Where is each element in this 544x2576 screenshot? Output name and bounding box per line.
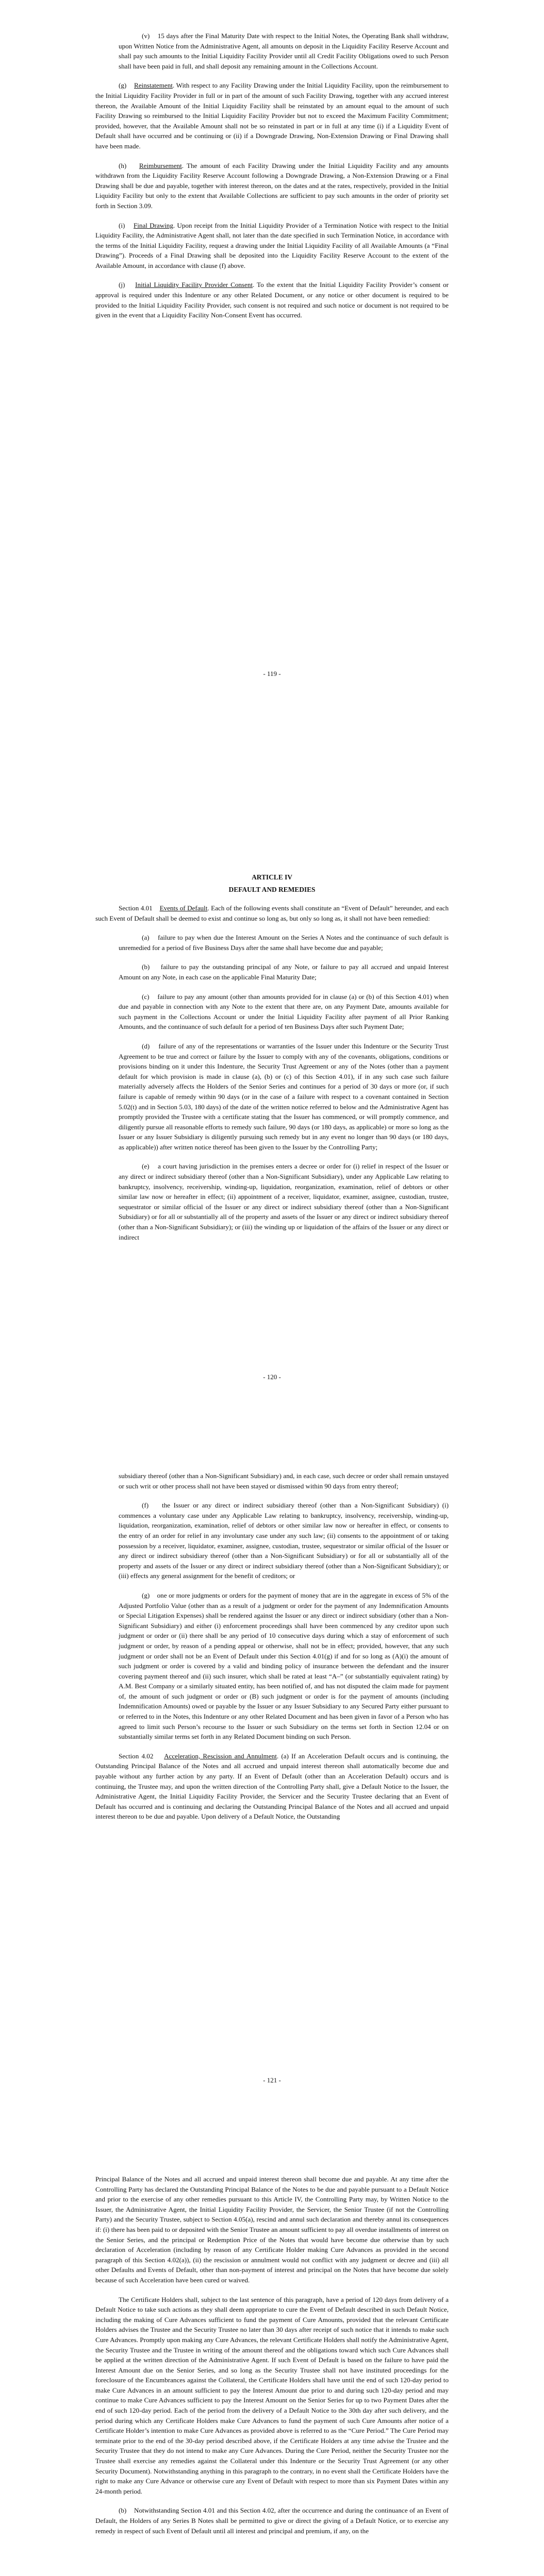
section-4-01-label: Section 4.01 (119, 904, 153, 912)
page-120-content (95, 873, 449, 1251)
page-122-content (95, 2174, 449, 2545)
clause-h-title: Reimbursement (139, 161, 182, 170)
section-4-02: Section 4.02 Acceleration, Rescission and Annulment. (a) If an Acceleration Default occurs and is continuing, the Outstanding Principal Balance of the Notes and all accrued and unpaid interest thereon shall automatically become due and payable without any further action by any party. If an Event of Default (other than an Acceleration Default) occurs and is continuing, the Trustee may, and upon the written direction of the Controlling Party shall, give a Default Notice to the Issuer, the Administrative Agent, the Initial Liquidity Facility Provider, the Servicer and the Security Trustee declaring that an Event of Default has occurred and is continuing and declaring the Outstanding Principal Balance of the Notes and all accrued and unpaid interest thereon to be due and payable. Upon delivery of a Default Notice, the Outstanding (95, 1752, 449, 1821)
clause-d-label: (d) (142, 1042, 150, 1050)
page-number: - 119 - (263, 670, 281, 677)
clause-b-label: (b) (119, 2506, 127, 2515)
clause-a (119, 933, 449, 953)
section-4-02-continuation: Principal Balance of the Notes and all accrued and unpaid interest thereon shall become due and payable. At any time after the Controlling Party has declared the Outstanding Principal Balance of the Notes to be due and payable pursuant to a Default Notice and prior to the exercise of any other remedies pursuant to this Article IV, the Controlling Party may, by Written Notice to the Issuer, the Administrative Agent, the Initial Liquidity Facility Provider, the Servicer, the Senior Trustee (if not the Controlling Party) and the Security Trustee, subject to Section 4.05(a), rescind and annul such declaration and thereby annul its consequences if: (i) there has been paid to or deposited with the Senior Trustee an amount sufficient to pay all overdue installments of interest on the Senior Series, and the principal or Redemption Price of the Notes that would have become due otherwise than by such declaration of Acceleration (including by reason of any Certificate Holder making Cure Advances as provided in the second paragraph of this Section 4.02(a)), (ii) the rescission or annulment would not conflict with any judgment or decree and (iii) all other Defaults and Events of Default, other than non-payment of interest and principal on the Notes that have become due solely because of such Acceleration have been cured or waived. (95, 2175, 449, 2284)
page-122 (0, 2110, 544, 2576)
page-119-content (95, 31, 449, 330)
page-number: - 120 - (263, 1373, 281, 1381)
clause-i-label: (i) (119, 221, 125, 229)
clause-g-reinstatement: (g) Reinstatement. With respect to any Facility Drawing under the Initial Liquidity Facility, upon the reimbursement to the Initial Liquidity Facility Provider in full or in part of the amount of such Facility Drawing, together with any accrued interest thereon, the Available Amount of the Initial Liquidity Facility shall be reinstated by an amount equal to the amount of such Facility Drawing so reimbursed to the Initial Liquidity Facility Provider but not to exceed the Maximum Facility Commitment; provided, however, that the Available Amount shall not be so reinstated in part or in full at any time (i) if a Liquidity Event of Default shall have occurred and be continuing or (ii) if a Downgrade Drawing, Non-Extension Drawing or Final Drawing shall have been made. (95, 81, 449, 150)
clause-f-text: the Issuer or any direct or indirect subsidiary thereof (other than a Non-Significant Subsidiary) (i) commences a voluntary case under any Applicable Law relating to bankruptcy, insolvency, receivership, winding-up, liquidation, reorganization, examination, relief of debtors or other similar law now or hereafter in effect, or consents to the entry of an order for relief in any involuntary case under any such law; (ii) consents to the appointment of or taking possession by a receiver, liquidator, examiner, assignee, custodian, trustee, sequestrator or similar official of the Issuer or any direct or indirect subsidiary thereof (other than a Non-Significant Subsidiary) or for all or substantially all of the property and assets of the Issuer or any direct or indirect subsidiary thereof (other than a Non-Significant Subsidiary); or (iii) effects any general assignment for the benefit of creditors; or (119, 1501, 449, 1580)
clause-e-continuation: subsidiary thereof (other than a Non-Significant Subsidiary) and, in each case, such decree or order shall remain unstayed or such writ or other process shall not have been stayed or dismissed within 90 days from entry thereof; (119, 1472, 449, 1490)
section-4-01-title: Events of Default (159, 904, 208, 912)
clause-i-text: Upon receipt from the Initial Liquidity Provider of a Termination Notice with respect to the Initial Liquidity Facility, the Administrative Agent shall, not later than the date specified in such Termination Notice, in accordance with the terms of the Initial Liquidity Facility, request a drawing under the Initial Liquidity Facility of all Available Amounts (a “Final Drawing”). Proceeds of a Final Drawing shall be deposited into the Liquidity Facility Reserve Account to the extent of the Available Amount, in accordance with clause (f) above. (95, 221, 449, 269)
clause-b-series-b (95, 2505, 449, 2536)
clause-g-label: (g) (142, 1591, 150, 1599)
clause-a-label: (a) (142, 934, 150, 942)
clause-v-label: (v) (142, 32, 150, 40)
page-119 (0, 0, 544, 703)
section-4-02-title: Acceleration, Rescission and Annulment (164, 1752, 277, 1760)
page-120 (0, 703, 544, 1406)
article-title: DEFAULT AND REMEDIES (228, 886, 316, 893)
clause-h-text: The amount of each Facility Drawing under the Initial Liquidity Facility and any amounts withdrawn from the Liquidity Facility Reserve Account following a Downgrade Drawing, a Non-Extension Drawing or a Final Drawing shall be due and payable, together with interest thereon, on the dates and at the rates, respectively, provided in the Initial Liquidity Facility but only to the extent that Available Collections are sufficient to pay such amounts in the order of priority set forth in Section 3.09. (95, 161, 449, 210)
clause-j-label: (j) (119, 281, 125, 289)
clause-g-text: With respect to any Facility Drawing under the Initial Liquidity Facility, upon the reimbursement to the Initial Liquidity Facility Provider in full or in part of the amount of such Facility Drawing, together with any accrued interest thereon, the Available Amount of the Initial Liquidity Facility shall be reinstated by an amount equal to the amount of such Facility Drawing so reimbursed to the Initial Liquidity Facility Provider but not to exceed the Maximum Facility Commitment; provided, however, that the Available Amount shall not be so reinstated in part or in full at any time (i) if a Liquidity Event of Default shall have occurred and be continuing or (ii) if a Downgrade Drawing, Non-Extension Drawing or Final Drawing shall have been made. (95, 81, 449, 150)
clause-b-label: (b) (142, 963, 150, 971)
clause-d-text: failure of any of the representations or warranties of the Issuer under this Indenture or the Security Trust Agreement to be true and correct or failure by the Issuer to comply with any of the covenants, obligations, conditions or provisions binding on it under this Indenture, the Security Trust Agreement or any of the Notes (other than a payment default for which provision is made in clause (a), (b) or (c) of this Section 4.01), if in any such case such failure materially adversely affects the Holders of the Senior Series and continues for a period of 30 days or more (or, if such failure is capable of remedy within 90 days (or in the case of a failure with respect to a covenant contained in Section 5.02(t) and in Section 5.03, 180 days) of the date of the written notice referred to below and the Administrative Agent has promptly provided the Trustee with a certificate stating that the Issuer has commenced, or will promptly commence, and diligently pursue all reasonable efforts to remedy such failure, 90 days (or 180 days, as applicable) or more so long as the Issuer or any Issuer Subsidiary is diligently pursuing such remedy but in any event no longer than 90 days (or 180 days, as applicable)) after written notice thereof has been given to the Issuer by the Controlling Party; (119, 1042, 449, 1151)
clause-a-text: failure to pay when due the Interest Amount on the Series A Notes and the continuance of such default is unremedied for a period of five Business Days after the same shall have become due and payable; (119, 934, 449, 952)
clause-f (119, 1500, 449, 1581)
clause-g-text: one or more judgments or orders for the payment of money that are in the aggregate in excess of 5% of the Adjusted Portfolio Value (other than as a result of a judgment or order for the payment of any Indemnification Amounts or Special Litigation Expenses) shall be rendered against the Issuer or any direct or indirect subsidiary (other than a Non-Significant Subsidiary) and either (i) enforcement proceedings shall have been commenced by any creditor upon such judgment or order or (ii) there shall be any period of 10 consecutive days during which a stay of enforcement of such judgment or order, by reason of a pending appeal or otherwise, shall not be in effect; provided, however, that any such judgment or order shall not be an Event of Default under this Section 4.01(g) if and for so long as (A)(i) the amount of such judgment or order is covered by a valid and binding policy of insurance between the defendant and the insurer covering payment thereof and (ii) such insurer, which shall be rated at least “A–” (or substantially equivalent rating) by A.M. Best Company or a similarly situated entity, has been notified of, and has not disputed the claim made for payment of, the amount of such judgment or order or (B) such judgment or order is for the payment of amounts (including Indemnification Amounts) owed or payable by the Issuer or any Issuer Subsidiary to any Secured Party either pursuant to or referred to in the Notes, this Indenture or any other Related Document and has been given in favor of a Person who has agreed to limit such Person’s recourse to the Issuer or such Subsidiary on the terms set forth in Section 12.04 or on substantially similar terms set forth in any Related Document binding on such Person. (119, 1591, 449, 1741)
clause-d (119, 1041, 449, 1153)
clause-j-title: Initial Liquidity Facility Provider Consent (135, 281, 253, 289)
clause-i-final-drawing: (i) Final Drawing. Upon receipt from the Initial Liquidity Provider of a Termination Notice with respect to the Initial Liquidity Facility, the Administrative Agent shall, not later than the date specified in such Termination Notice, in accordance with the terms of the Initial Liquidity Facility, request a drawing under the Initial Liquidity Facility of all Available Amounts (a “Final Drawing”). Proceeds of a Final Drawing shall be deposited into the Liquidity Facility Reserve Account to the extent of the Available Amount, in accordance with clause (f) above. (95, 221, 449, 269)
clause-e (119, 1161, 449, 1242)
article-heading: ARTICLE IV (252, 873, 292, 881)
page-121 (0, 1406, 544, 2110)
section-4-01-intro: Section 4.01 Events of Default. Each of the following events shall constitute an “Event of Default” hereunder, and each such Event of Default shall be deemed to exist and continue so long as, but only so long as, it shall not have been remedied: (95, 904, 449, 922)
clause-j-text: To the extent that the Initial Liquidity Facility Provider’s consent or approval is required under this Indenture or any other Related Document, or any notice or other document is required to be provided to the Initial Liquidity Facility Provider, such consent is not required and such notice or document is not required to be given in the event that a Liquidity Facility Non-Consent Event has occurred. (95, 281, 449, 319)
section-4-02-text: (a) If an Acceleration Default occurs and is continuing, the Outstanding Principal Balance of the Notes and all accrued and unpaid interest thereon shall automatically become due and payable without any further action by any party. If an Event of Default (other than an Acceleration Default) occurs and is continuing, the Trustee may, and upon the written direction of the Controlling Party shall, give a Default Notice to the Issuer, the Administrative Agent, the Initial Liquidity Facility Provider, the Servicer and the Security Trustee declaring that an Event of Default has occurred and is continuing and declaring the Outstanding Principal Balance of the Notes and all accrued and unpaid interest thereon to be due and payable. Upon delivery of a Default Notice, the Outstanding (95, 1752, 449, 1821)
clause-h-reimbursement: (h) Reimbursement. The amount of each Facility Drawing under the Initial Liquidity Facility and any amounts withdrawn from the Liquidity Facility Reserve Account following a Downgrade Drawing, a Non-Extension Drawing or a Final Drawing shall be due and payable, together with interest thereon, on the dates and at the rates, respectively, provided in the Initial Liquidity Facility but only to the extent that Available Collections are sufficient to pay such amounts in the order of priority set forth in Section 3.09. (95, 161, 449, 210)
clause-e-text: a court having jurisdiction in the premises enters a decree or order for (i) relief in respect of the Issuer or any direct or indirect subsidiary thereof (other than a Non-Significant Subsidiary), under any Applicable Law relating to bankruptcy, insolvency, receivership, winding-up, liquidation, reorganization, examination, relief of debtors or other similar law now or hereafter in effect; (ii) appointment of a receiver, liquidator, examiner, assignee, custodian, trustee, sequestrator or similar official of the Issuer or any direct or indirect subsidiary thereof (other than a Non-Significant Subsidiary) or for all or substantially all of the property and assets of the Issuer or any direct or indirect subsidiary thereof (other than a Non-Significant Subsidiary); or (iii) the winding up or liquidation of the affairs of the Issuer or any direct or indirect (119, 1162, 449, 1241)
clause-v (119, 31, 449, 71)
clause-b (119, 962, 449, 982)
page-number: - 121 - (263, 2076, 281, 2084)
page-121-content (95, 1471, 449, 1831)
clause-h-label: (h) (119, 161, 127, 170)
clause-g (119, 1590, 449, 1742)
clause-v-text: 15 days after the Final Maturity Date with respect to the Initial Notes, the Operating Bank shall withdraw, upon Written Notice from the Administrative Agent, all amounts on deposit in the Liquidity Facility Reserve Account and shall pay such amounts to the Initial Liquidity Facility Provider until all Credit Facility Obligations owed to such Person shall have been paid in full, and shall deposit any remaining amount in the Collections Account. (119, 32, 449, 70)
clause-i-title: Final Drawing (134, 221, 173, 229)
clause-c-label: (c) (142, 992, 150, 1001)
clause-c-text: failure to pay any amount (other than amounts provided for in clause (a) or (b) of this Section 4.01) when due and payable in connection with any Note to the extent that there are, on any Payment Date, amounts available for such payment in the Collections Account or under the Initial Liquidity Facility after payment of all Prior Ranking Amounts, and the continuance of such default for a period of ten Business Days after such Payment Date; (119, 992, 449, 1031)
section-4-02-label: Section 4.02 (119, 1752, 154, 1760)
clause-j-consent: (j) Initial Liquidity Facility Provider Consent. To the extent that the Initial Liquidity Facility Provider’s consent or approval is required under this Indenture or any other Related Document, or any notice or other document is required to be provided to the Initial Liquidity Facility Provider, such consent is not required and such notice or document is not required to be given in the event that a Liquidity Facility Non-Consent Event has occurred. (95, 281, 449, 319)
clause-c (119, 992, 449, 1032)
clause-b-text: failure to pay the outstanding principal of any Note, or failure to pay all accrued and unpaid Interest Amount on any Note, in each case on the applicable Final Maturity Date; (119, 963, 449, 981)
clause-g-label: (g) (119, 81, 127, 90)
clause-b-text: Notwithstanding Section 4.01 and this Section 4.02, after the occurrence and during the continuance of an Event of Default, the Holders of any Series B Notes shall be permitted to give or direct the giving of a Default Notice, or to exercise any remedy in respect of such Event of Default until all interest and principal and premium, if any, on the (95, 2506, 449, 2535)
clause-g-title: Reinstatement (134, 81, 173, 90)
clause-e-label: (e) (142, 1162, 150, 1171)
clause-f-label: (f) (142, 1501, 149, 1510)
section-4-01-text: Each of the following events shall constitute an “Event of Default” hereunder, and each such Event of Default shall be deemed to exist and continue so long as, but only so long as, it shall not have been remedied: (95, 904, 449, 922)
cure-advances-paragraph: The Certificate Holders shall, subject to the last sentence of this paragraph, have a period of 120 days from delivery of a Default Notice to take such actions as they shall deem appropriate to cure the Event of Default described in such Default Notice, including the making of Cure Advances sufficient to fund the payment of Cure Amounts, provided that the relevant Certificate Holders advises the Trustee and the Security Trustee no later than 30 days after receipt of such notice that it intends to make such Cure Advances. Promptly upon making any Cure Advances, the relevant Certificate Holders shall notify the Administrative Agent, the Security Trustee and the Trustee in writing of the amount thereof and the obligations toward which such Cure Advances shall be applied at the written direction of the Administrative Agent. If such Event of Default is based on the failure to have paid the Interest Amount due on the Senior Series, and so long as the Security Trustee shall not have instituted proceedings for the foreclosure of the Encumbrances against the Collateral, the Certificate Holders shall have until the end of such 120-day period to make Cure Advances in an amount sufficient to pay the Interest Amount due prior to and during such 120-day period and may continue to make Cure Advances sufficient to pay the Interest Amount on the Senior Series for up to two Payment Dates after the end of such 120-day period. Each of the period from the delivery of a Default Notice to the 30th day after such delivery, and the period during which any Certificate Holders make Cure Advances to fund the payment of such Cure Amounts after notice of a Certificate Holder’s intention to make Cure Advances as provided above is referred to as the “Cure Period.” The Cure Period may terminate prior to the end of the 30-day period described above, if the Certificate Holders at any time advise the Trustee and the Security Trustee that they do not intend to make any Cure Advances. During the Cure Period, neither the Security Trustee nor the Trustee shall exercise any remedies against the Collateral under this Indenture or the Security Trust Agreement (or any other Security Document). Notwithstanding anything in this paragraph to the contrary, in no event shall the Certificate Holders have the right to make any Cure Advance or otherwise cure any Event of Default with respect to more than six Payment Dates within any 24-month period. (95, 2295, 449, 2495)
